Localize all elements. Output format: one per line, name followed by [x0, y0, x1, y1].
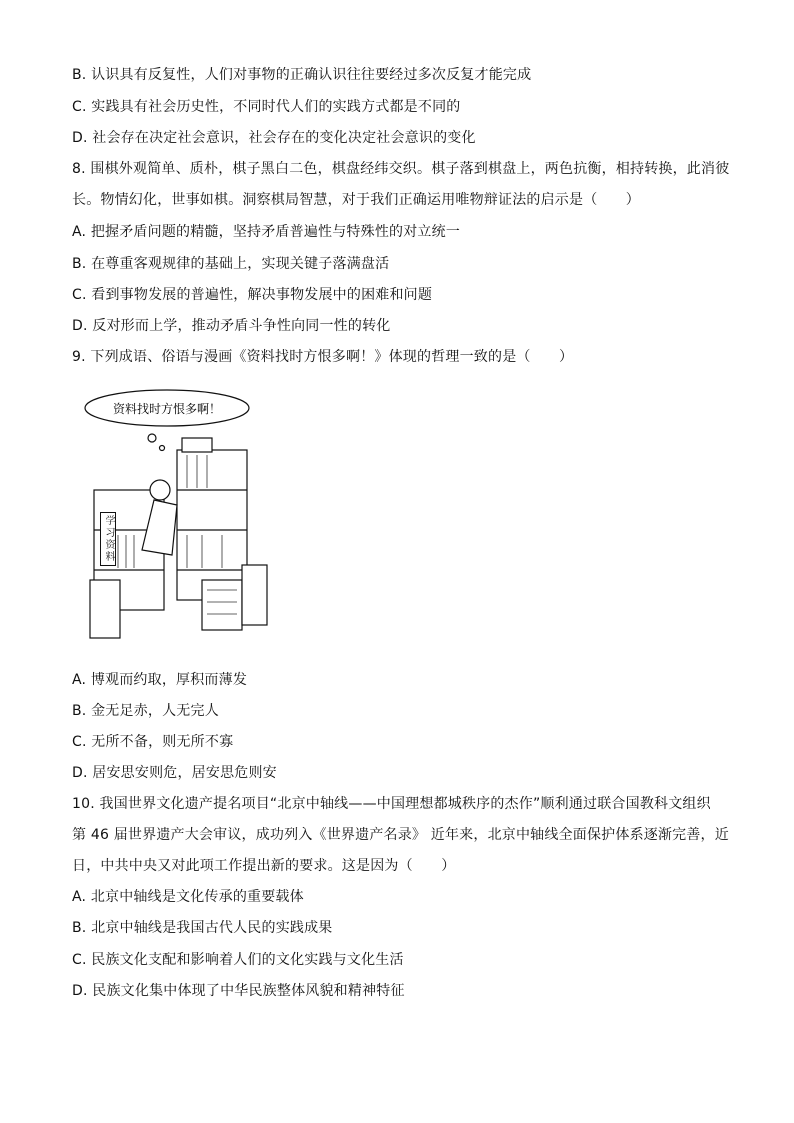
q10-stem-line1: 10. 我国世界文化遗产提名项目“北京中轴线——中国理想都城秩序的杰作”顺利通过联合国教科文组织 [72, 796, 711, 812]
q10-stem-line3: 日，中共中央又对此项工作提出新的要求。这是因为（ ） [72, 858, 456, 874]
q9-option-a: A. 博观而约取，厚积而薄发 [72, 672, 248, 688]
q8-option-d: D. 反对形而上学，推动矛盾斗争性向同一性的转化 [72, 318, 391, 334]
q9-option-c: C. 无所不备，则无所不寡 [72, 734, 234, 750]
q7-option-d: D. 社会存在决定社会意识，社会存在的变化决定社会意识的变化 [72, 130, 476, 146]
q8-option-a: A. 把握矛盾问题的精髓，坚持矛盾普遍性与特殊性的对立统一 [72, 224, 461, 240]
q10-option-a: A. 北京中轴线是文化传承的重要载体 [72, 889, 304, 905]
q8-option-c: C. 看到事物发展的普遍性，解决事物发展中的困难和问题 [72, 287, 433, 303]
q10-option-d: D. 民族文化集中体现了中华民族整体风貌和精神特征 [72, 983, 405, 999]
q8-stem-line2: 长。物情幻化，世事如棋。洞察棋局智慧，对于我们正确运用唯物辩证法的启示是（ ） [72, 192, 640, 208]
q8-option-b: B. 在尊重客观规律的基础上，实现关键子落满盘活 [72, 256, 390, 272]
q9-stem: 9. 下列成语、俗语与漫画《资料找时方恨多啊！》体现的哲理一致的是（ ） [72, 349, 574, 365]
q8-stem-line1: 8. 围棋外观简单、质朴，棋子黑白二色，棋盘经纬交织。棋子落到棋盘上，两色抗衡，相持转换，此消彼 [72, 161, 730, 177]
q9-option-d: D. 居安思安则危，居安思危则安 [72, 765, 277, 781]
q10-option-b: B. 北京中轴线是我国古代人民的实践成果 [72, 920, 333, 936]
q7-option-b: B. 认识具有反复性，人们对事物的正确认识往往要经过多次反复才能完成 [72, 67, 532, 83]
cartoon-bubble-text: 资料找时方恨多啊！ [112, 402, 222, 416]
cartoon-book-spine-label: 学习资料 [100, 512, 116, 566]
q10-option-c: C. 民族文化支配和影响着人们的文化实践与文化生活 [72, 952, 404, 968]
q9-option-b: B. 金无足赤，人无完人 [72, 703, 219, 719]
cartoon-image [82, 380, 282, 645]
q7-option-c: C. 实践具有社会历史性，不同时代人们的实践方式都是不同的 [72, 99, 461, 115]
q10-stem-line2: 第 46 届世界遗产大会审议，成功列入《世界遗产名录》 近年来，北京中轴线全面保护体系逐渐完善，近 [72, 827, 729, 843]
